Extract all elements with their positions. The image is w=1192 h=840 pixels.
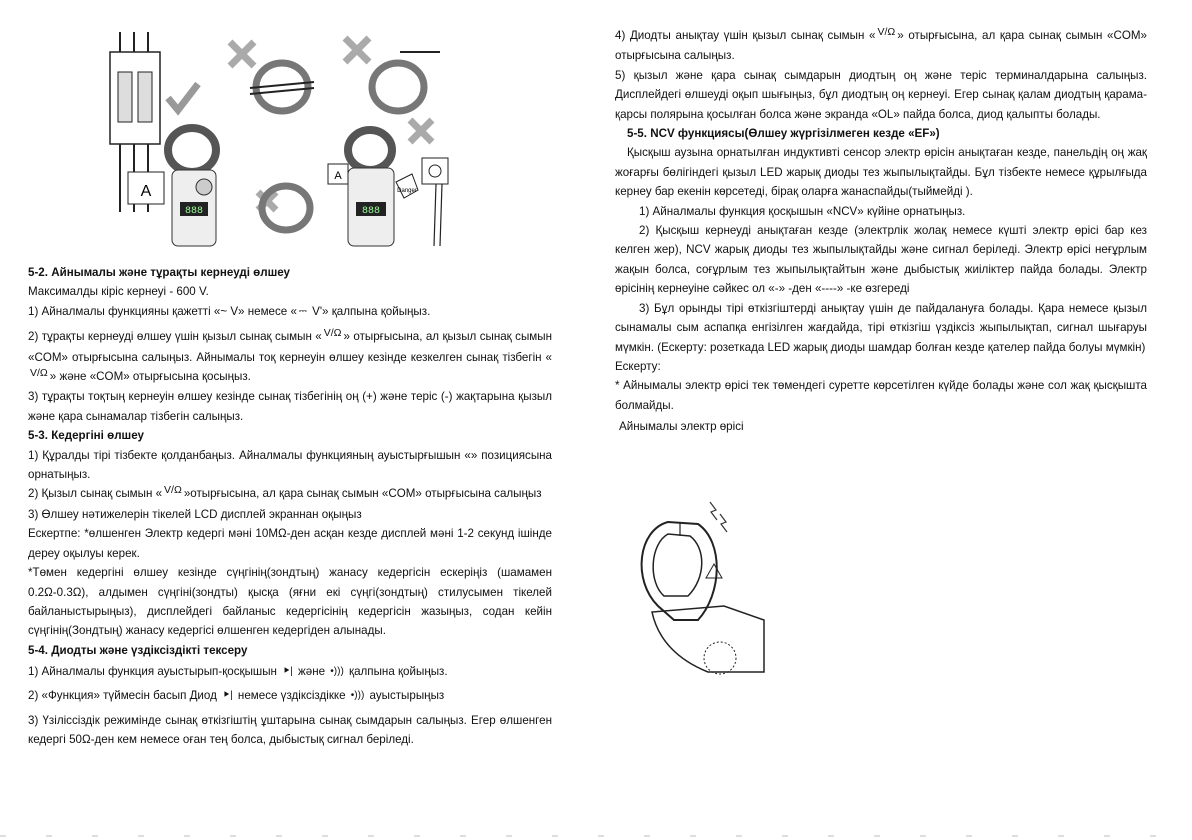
note-field: * Айнымалы электр өрісі тек төмендегі суретте көрсетілген күйде болады және сол жақ қысқышта болмайды. bbox=[615, 379, 1147, 412]
ncv-intro: Қысқыш аузына орнатылған индуктивті сенсор электр өрісін анықтаған кезде, панельдің оң жақ жоғарғы бөлігіндегі қызыл LED жарық диоды тез жыпылықтайды. Бұл тізбекте немесе құрылғыда кернеу бар екенін көрсетеді, бірақ оларға жанаспайды(тыймейді ). bbox=[615, 146, 1147, 199]
danger-label: Danger bbox=[397, 188, 417, 194]
diode-icon: ⯈| bbox=[222, 689, 233, 701]
step-5-4-4: 4) Диодты анықтау үшін қызыл сынақ сымын « V/Ω » отырғысына, ал қара сынақ сымын «COM» отырғысына салыңыз. bbox=[615, 26, 1147, 66]
step-5-4-2: 2) «Функция» түймесін басып Диод ⯈| немесе үздіксіздікке •))) ауыстырыңыз bbox=[28, 688, 445, 702]
v-ohm-icon: V/Ω bbox=[877, 26, 896, 38]
max-voltage: Максималды кіріс кернеуі - 600 V. bbox=[28, 285, 209, 299]
heading-5-2: 5-2. Айнымалы және тұрақты кернеуді өлшеу bbox=[28, 266, 291, 279]
clamp-meter-illustration bbox=[100, 32, 460, 250]
step-5-4-5: 5) қызыл және қара сынақ сымдарын диодтың оң және теріс терминалдарына салыңыз. Дисплейдегі өлшеуді оқып шығыңыз, бұл диодтың оң кернеуі. Егер сынақ қалам диодтың қарама-қарсы полярына қосылған болса және экранда «OL» пайда болса, диод қалыпты болады. bbox=[615, 68, 1147, 121]
v-ohm-icon: V/Ω bbox=[164, 484, 182, 497]
ncv-step-3: 3) Бұл орынды тірі өткізгіштерді анықтау үшін де пайдалануға болады. Қара немесе қызыл сынамалы сым аспапқа енгізілген жағдайда, тірі өткізгіш үздіксіз жыпылықтап, сигнал шығаруы мүмкін. (Ескерту: розеткада LED жарық диоды шамдар болған кезде қателер пайда болуы мүмкін) bbox=[615, 301, 1147, 354]
v-ohm-icon: V/Ω bbox=[30, 367, 48, 380]
amp-label-box: A bbox=[140, 183, 152, 200]
note-resistance-2: *Төмен кедергіні өлшеу кезінде сүңгінің(зондтың) жанасу кедергісін ескеріңіз (шамамен 0.2Ω-0.3Ω), алдымен сүңгіні(зондты) қысқа (яғни екі сүңгі(зондтың) стилусымен тікелей байланыстырыңыз), дисплейдегі байланыс кедергісінің кедергісін жазыңыз, содан кейін сүңгінің(Зондтың) жанасу кедергісі өлшенген кедергіден алынады. bbox=[28, 566, 552, 638]
meter-display-2: 888 bbox=[361, 206, 381, 217]
step-5-2-1: 1) Айналмалы функцияны қажетті «~ V» немесе « ⎓ V'» қалпына қойыңыз. bbox=[28, 304, 431, 318]
figure-caption: Айнымалы электр өрісі bbox=[619, 420, 744, 434]
step-5-3-2: 2) Қызыл сынақ сымын « V/Ω »отырғысына, ал қара сынақ сымын «COM» отырғысына салыңыз bbox=[28, 484, 552, 504]
electric-field-illustration bbox=[628, 490, 768, 680]
dc-voltage-icon: ⎓ bbox=[298, 305, 307, 317]
note-label: Ескерту: bbox=[615, 359, 661, 373]
ncv-step-2: 2) Қысқыш кернеуді анықтаған кезде (электрлік жолақ немесе күшті электр өрісі бар кез келген жер), NCV жарық диоды тез жыпылықтайды және сигнал беріледі. Электр өрісі неғұрлым жақын болса, соғұрлым тез жыпылықтайтын және дыбыстық жиіліктер пайда болады. Электр өрісінің кернеуіне сәйкес ол «-» -ден «----» -ке өзгереді bbox=[615, 224, 1147, 296]
ncv-step-1: 1) Айналмалы функция қосқышын «NCV» күйіне орнатыңыз. bbox=[639, 204, 966, 218]
right-column bbox=[615, 26, 1147, 437]
page-footer-strip bbox=[0, 828, 1192, 840]
step-5-2-3: 3) тұрақты тоқтың кернеуін өлшеу кезінде сынақ тізбегінің оң (+) және теріс (-) жақтарына қызыл және қара сынамалар тізбегін салыңыз. bbox=[28, 390, 552, 423]
step-5-4-3: 3) Үзіліссіздік режимінде сынақ өткізгіштің ұштарына сынақ сымдарын салыңыз. Егер өлшенген кедергі 50Ω-ден кем немесе оған тең болса, дыбыстық сигнал беріледі. bbox=[28, 713, 552, 747]
v-ohm-icon: V/Ω bbox=[323, 327, 342, 340]
sound-icon: •))) bbox=[330, 666, 344, 678]
left-column bbox=[28, 263, 552, 750]
step-5-4-1: 1) Айналмалы функция ауыстырып-қосқышын ⯈| және •))) қалпына қойыңыз. bbox=[28, 665, 448, 679]
note-resistance-1: Ескертпе: *өлшенген Электр кедергі мәні 10MΩ-ден асқан кезде дисплей мәні 1-2 секунд ішінде дереу оқылуы керек. bbox=[28, 527, 552, 560]
diode-icon: ⯈| bbox=[282, 666, 293, 678]
heading-5-4: 5-4. Диодты және үздіксіздікті тексеру bbox=[28, 643, 248, 657]
amp-label-small: A bbox=[334, 170, 342, 182]
heading-5-3: 5-3. Кедергіні өлшеу bbox=[28, 429, 144, 443]
sound-icon: •))) bbox=[350, 689, 365, 701]
step-5-3-3: 3) Өлшеу нәтижелерін тікелей LCD дисплей экраннан оқыңыз bbox=[28, 507, 362, 521]
meter-display-1: 888 bbox=[184, 206, 204, 217]
step-5-2-2: 2) тұрақты кернеуді өлшеу үшін қызыл сынақ сымын « V/Ω » отырғысына, ал қызыл сынақ сымын «COM» отырғысына салыңыз. Айнымалы тоқ кернеуін өлшеу кезінде кезкелген сынақ тізбегін «V/Ω » және «COM» отырғысына қосыңыз. bbox=[28, 327, 552, 387]
heading-5-5: 5-5. NCV функциясы(Өлшеу жүргізілмеген кезде «EF») bbox=[627, 127, 940, 141]
step-5-3-1: 1) Құралды тірі тізбекте қолданбаңыз. Айналмалы функцияның ауыстырғышын «» позициясына орнатыңыз. bbox=[28, 448, 552, 482]
